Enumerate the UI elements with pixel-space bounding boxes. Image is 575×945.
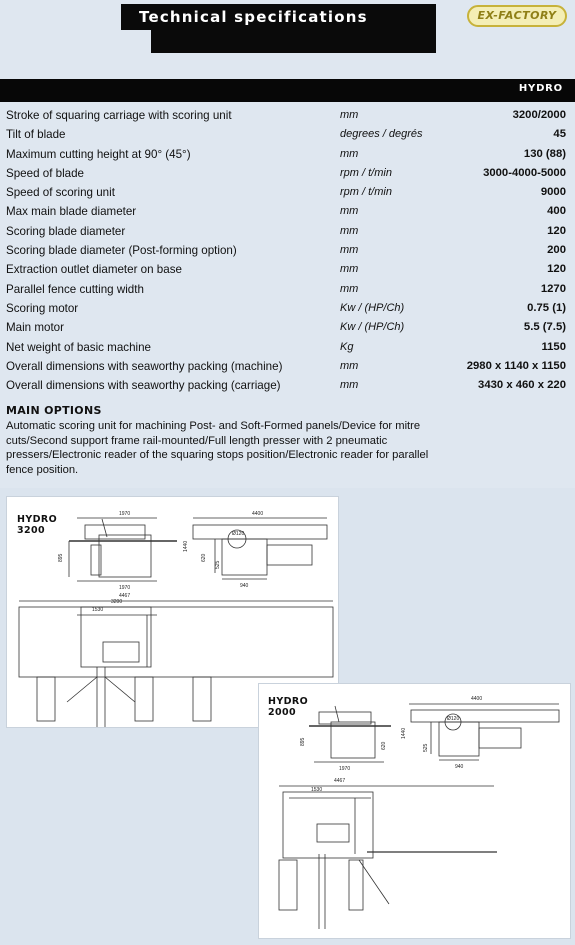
- drawing-model-label: [268, 696, 308, 718]
- spec-row: [0, 376, 575, 395]
- spec-row: [0, 106, 575, 125]
- model-column-header: HYDRO: [518, 83, 563, 94]
- spec-row: [0, 280, 575, 299]
- drawing-panel-hydro-2000: [258, 683, 571, 939]
- spec-unit: mm: [340, 205, 359, 218]
- technical-drawing-2000: [259, 684, 572, 940]
- spec-row: [0, 299, 575, 318]
- dim-label: 895: [58, 553, 64, 562]
- spec-value: 3430 x 460 x 220: [478, 379, 566, 392]
- spec-label: Speed of scoring unit: [6, 186, 115, 200]
- options-title: MAIN OPTIONS: [6, 404, 102, 417]
- spec-unit: Kw / (HP/Ch): [340, 301, 405, 314]
- spec-unit: rpm / t/min: [340, 186, 392, 199]
- spec-label: Scoring motor: [6, 301, 79, 315]
- spec-unit: mm: [340, 263, 359, 276]
- dim-label: 1440: [183, 540, 189, 552]
- spec-label: Net weight of basic machine: [6, 340, 151, 354]
- spec-row: [0, 357, 575, 376]
- dim-label: 1970: [339, 766, 351, 772]
- spec-row: [0, 164, 575, 183]
- spec-unit: mm: [340, 224, 359, 237]
- spec-value: 2980 x 1140 x 1150: [466, 359, 566, 372]
- dim-label: Ø120: [447, 716, 460, 722]
- spec-value: 9000: [540, 186, 566, 199]
- spec-row: [0, 260, 575, 279]
- spec-unit: mm: [340, 109, 359, 121]
- dim-label: 4400: [252, 511, 264, 517]
- model-number: 3200: [17, 525, 46, 536]
- model-name: HYDRO: [268, 696, 309, 707]
- spec-row: [0, 338, 575, 357]
- spec-value: 3000-4000-5000: [483, 166, 566, 179]
- options-text: Automatic scoring unit for machining Post- and Soft-Formed panels/Device for mitre cuts/Second support frame rail-mounted/Full length presser with 2 pneumatic pressers/Electronic reader of the squaring stops position/Electronic reader for parallel fence position.: [6, 420, 429, 476]
- dim-label: 4467: [334, 778, 346, 784]
- dim-label: 620: [201, 553, 207, 562]
- spec-label: Overall dimensions with seaworthy packing (carriage): [6, 379, 281, 393]
- dim-label: 620: [381, 741, 387, 750]
- dim-label: 3200: [111, 599, 123, 605]
- dim-label: 1440: [401, 727, 407, 739]
- spec-unit: Kg: [340, 340, 354, 353]
- spec-row: [0, 125, 575, 144]
- spec-value: 1150: [541, 340, 566, 353]
- spec-unit: mm: [340, 379, 359, 392]
- title-bar-decoration: [151, 30, 436, 53]
- dim-label: 940: [455, 764, 464, 770]
- spec-table-header: [0, 79, 575, 102]
- spec-label: Scoring blade diameter: [6, 224, 126, 238]
- spec-unit: Kw / (HP/Ch): [340, 321, 405, 334]
- dim-label: 4400: [471, 696, 483, 702]
- spec-row: [0, 183, 575, 202]
- spec-label: Extraction outlet diameter on base: [6, 263, 182, 277]
- spec-value: 5.5 (7.5): [523, 321, 566, 334]
- dim-label: 1530: [311, 787, 323, 793]
- spec-unit: mm: [340, 282, 359, 295]
- dim-label: Ø120: [232, 531, 245, 537]
- spec-unit: mm: [340, 244, 359, 257]
- dim-label: 4467: [119, 593, 131, 599]
- spec-label: Main motor: [6, 321, 64, 335]
- spec-label: Stroke of squaring carriage with scoring unit: [6, 109, 232, 122]
- spec-row: [0, 241, 575, 260]
- spec-value: 1270: [540, 282, 566, 295]
- dim-label: 895: [300, 737, 306, 746]
- spec-row: [0, 202, 575, 221]
- model-name: HYDRO: [17, 514, 58, 525]
- spec-label: Maximum cutting height at 90° (45°): [6, 147, 191, 161]
- dim-label: 525: [423, 743, 429, 752]
- model-number: 2000: [268, 707, 297, 718]
- spec-unit: rpm / t/min: [340, 166, 392, 179]
- brand-logo: EX-FACTORY: [467, 5, 567, 27]
- spec-value: 120: [547, 263, 566, 276]
- spec-value: 400: [547, 205, 566, 218]
- spec-row: [0, 222, 575, 241]
- spec-label: Max main blade diameter: [6, 205, 137, 219]
- spec-value: 120: [547, 224, 566, 237]
- spec-row: [0, 318, 575, 337]
- spec-label: Scoring blade diameter (Post-forming option): [6, 244, 237, 258]
- spec-unit: degrees / degrés: [340, 128, 423, 141]
- spec-value: 45: [553, 128, 566, 141]
- spec-label: Speed of blade: [6, 166, 85, 180]
- dim-label: 940: [240, 583, 249, 589]
- spec-value: 130 (88): [523, 147, 566, 160]
- spec-table: [0, 106, 575, 395]
- dim-label: 1530: [92, 607, 104, 613]
- dim-label: 1970: [119, 585, 131, 591]
- spec-value: 0.75 (1): [527, 301, 566, 314]
- spec-value: 200: [547, 244, 566, 257]
- spec-value: 3200/2000: [512, 109, 566, 121]
- spec-label: Parallel fence cutting width: [6, 282, 144, 296]
- dim-label: 525: [215, 560, 221, 569]
- spec-unit: mm: [340, 147, 359, 160]
- page-title: Technical specifications: [121, 4, 436, 30]
- spec-unit: mm: [340, 359, 359, 372]
- dim-label: 1970: [119, 511, 131, 517]
- spec-label: Overall dimensions with seaworthy packing (machine): [6, 359, 283, 373]
- spec-row: [0, 145, 575, 164]
- spec-label: Tilt of blade: [6, 128, 66, 142]
- drawing-model-label: [17, 514, 57, 536]
